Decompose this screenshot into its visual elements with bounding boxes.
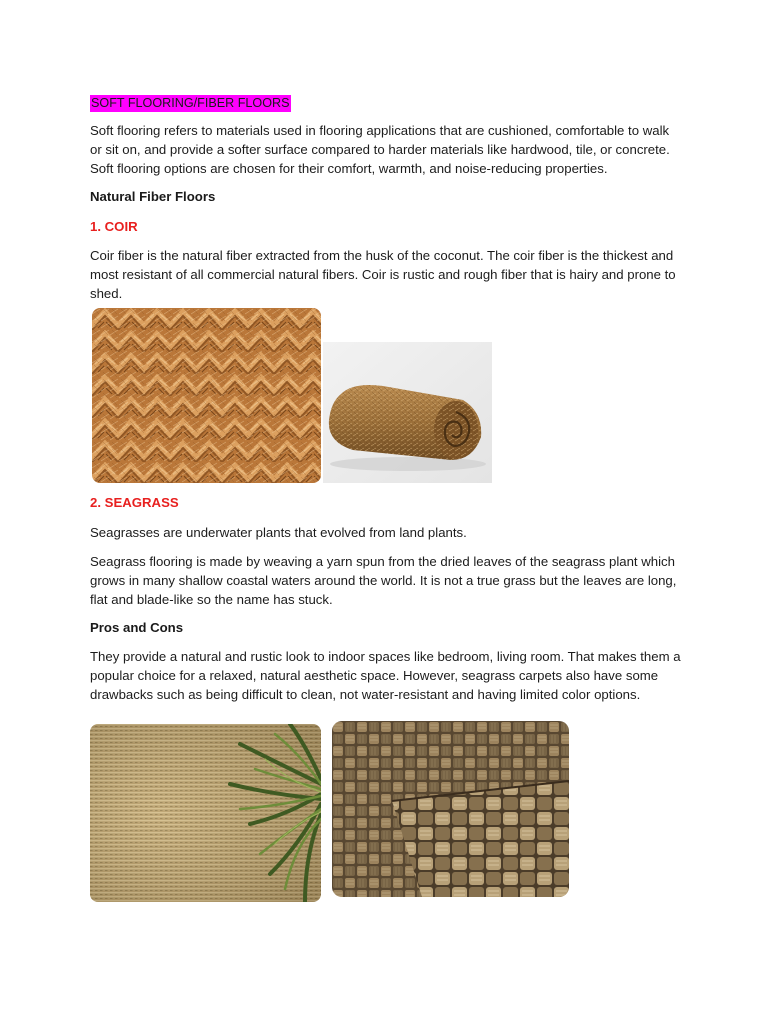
- coir-roll-image: [323, 342, 492, 483]
- coir-paragraph-block: [90, 247, 682, 303]
- seagrass-plant-image: [90, 724, 321, 902]
- natural-fiber-heading: Natural Fiber Floors: [90, 189, 216, 204]
- pros-cons-paragraph-block: [90, 648, 682, 704]
- seagrass-paragraph: Seagrass flooring is made by weaving a yarn spun from the dried leaves of the seagrass plant which grows in many shallow coastal waters around the world. It is not a true grass but the leaves are long, flat and blade-like so the name has stuck.: [90, 554, 677, 607]
- coir-heading: 1. COIR: [90, 219, 138, 234]
- title-block: [90, 95, 682, 111]
- coir-texture-image: [92, 308, 321, 483]
- coir-paragraph: Coir fiber is the natural fiber extracted from the husk of the coconut. The coir fiber is the thickest and most resistant of all commercial natural fibers. Coir is rustic and rough fiber that is hairy and prone to shed.: [90, 248, 676, 301]
- seagrass-weave-image: [332, 721, 569, 897]
- intro-paragraph-block: [90, 122, 682, 178]
- seagrass-heading-block: [90, 495, 682, 510]
- intro-paragraph: Soft flooring refers to materials used in flooring applications that are cushioned, comfortable to walk or sit on, and provide a softer surface compared to harder materials like hardwood, tile, or concrete. Soft flooring options are chosen for their comfort, warmth, and noise-reducing properties.: [90, 123, 670, 176]
- coir-heading-block: [90, 219, 682, 234]
- natural-fiber-heading-block: [90, 189, 682, 204]
- pros-cons-paragraph: They provide a natural and rustic look to indoor spaces like bedroom, living room. That makes them a popular choice for a relaxed, natural aesthetic space. However, seagrass carpets also have some drawbacks such as being difficult to clean, not water-resistant and having limited color options.: [90, 649, 681, 702]
- page-title: SOFT FLOORING/FIBER FLOORS: [91, 96, 290, 110]
- seagrass-paragraph-block: [90, 553, 682, 609]
- pros-cons-heading-block: [90, 620, 682, 635]
- seagrass-heading: 2. SEAGRASS: [90, 495, 179, 510]
- seagrass-intro-paragraph: Seagrasses are underwater plants that evolved from land plants.: [90, 525, 467, 540]
- pros-cons-heading: Pros and Cons: [90, 620, 184, 635]
- seagrass-intro-block: [90, 524, 682, 543]
